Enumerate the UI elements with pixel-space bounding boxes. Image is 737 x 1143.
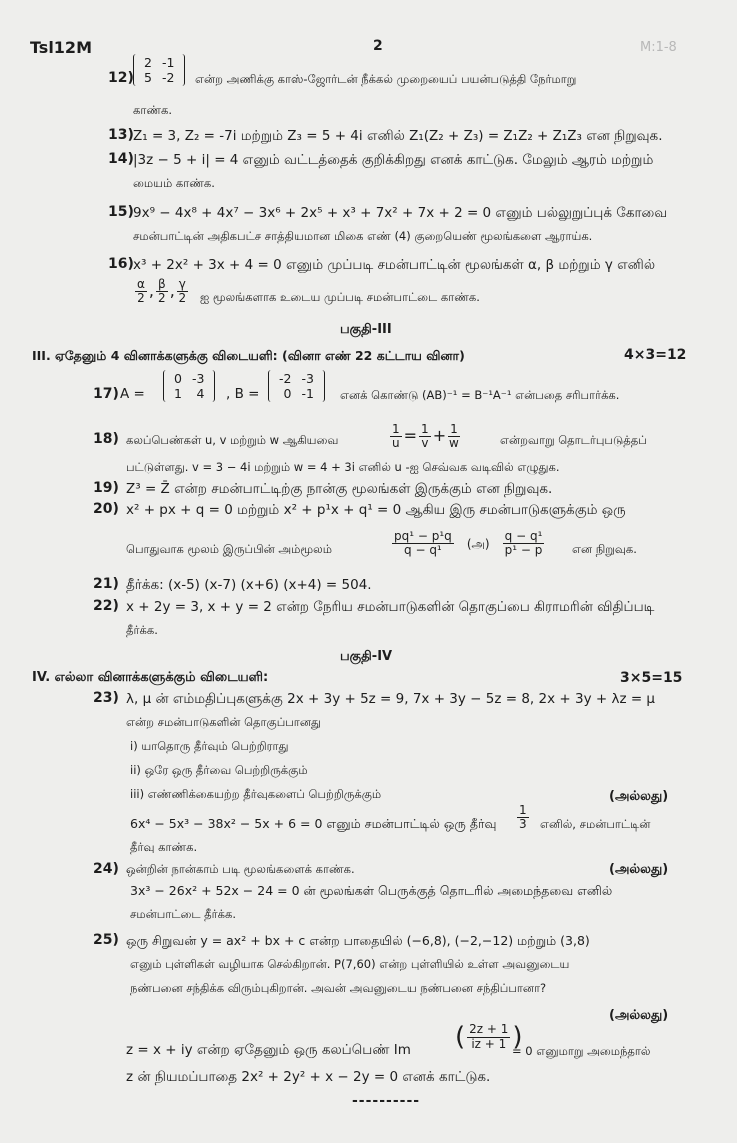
q18-tail: என்றவாறு தொடர்புபடுத்தப் xyxy=(500,433,647,447)
q25-alt3: z ன் நியமப்பாதை 2x² + 2y² + x − 2y = 0 எனக் காட்டுக. xyxy=(126,1069,491,1085)
q13-text: Z₁ = 3, Z₂ = -7i மற்றும் Z₃ = 5 + 4i எனில் Z₁(Z₂ + Z₃) = Z₁Z₂ + Z₁Z₃ என நிறுவுக. xyxy=(133,128,663,144)
part3-heading: III. ஏதேனும் 4 வினாக்களுக்கு விடையளி: (வினா எண் 22 கட்டாய வினா) xyxy=(32,348,465,363)
q18-number: 18) xyxy=(93,431,119,447)
q20-number: 20) xyxy=(93,501,119,517)
q14-number: 14) xyxy=(108,151,134,167)
q25-text: ஒரு சிறுவன் y = ax² + bx + c என்ற பாதையில் (−6,8), (−2,−12) மற்றும் (3,8) xyxy=(126,933,590,948)
q15-text: 9x⁹ − 4x⁸ + 4x⁷ − 3x⁶ + 2x⁵ + x³ + 7x² + 7x + 2 = 0 எனும் பல்லுறுப்புக் கோவை xyxy=(133,205,668,221)
q12-cont: காண்க. xyxy=(133,103,173,117)
q12-number: 12) xyxy=(108,70,134,86)
q20-tail: என நிறுவுக. xyxy=(572,542,637,556)
q22-cont: தீர்க்க. xyxy=(126,623,158,637)
q17-number: 17) xyxy=(93,386,119,402)
q23-alt: 6x⁴ − 5x³ − 38x² − 5x + 6 = 0 எனும் சமன்பாட்டில் ஒரு தீர்வு xyxy=(130,816,497,831)
paper-code: Tsl12M xyxy=(30,38,92,57)
q23-text: λ, μ ன் எம்மதிப்புகளுக்கு 2x + 3y + 5z = 9, 7x + 3y − 5z = 8, 2x + 3y + λz = μ xyxy=(126,691,656,707)
q25-or: (அல்லது) xyxy=(609,1008,669,1023)
q25-alt2: = 0 எனுமாறு அமைந்தால் xyxy=(512,1044,651,1058)
q17-matrix-b: -2 -3 0 -1 xyxy=(268,370,325,402)
q24-or: (அல்லது) xyxy=(609,862,669,877)
q18-fractions: $\frac{1}{u}$ = $\frac{1}{v}$ + $\frac{1}{w}$ xyxy=(392,422,459,451)
q19-text: Z³ = Z̄ என்ற சமன்பாட்டிற்கு நான்கு மூலங்கள் இருக்கும் என நிறுவுக. xyxy=(126,481,553,497)
page-number: 2 xyxy=(373,38,383,54)
q22-text: x + 2y = 3, x + y = 2 என்ற நேரிய சமன்பாடுகளின் தொகுப்பை கிராமரின் விதிப்படி xyxy=(126,599,655,615)
q23-fraction: $\frac{1}{3}$ xyxy=(519,803,527,832)
part4-title: பகுதி-IV xyxy=(340,649,393,664)
q23-option-ii: ii) ஒரே ஒரு தீர்வை பெற்றிருக்கும் xyxy=(130,763,308,777)
q23-or: (அல்லது) xyxy=(609,789,669,804)
q15-cont: சமன்பாட்டின் அதிகபட்ச சாத்தியமான மிகை எண் (4) குறையெண் மூலங்களை ஆராய்க. xyxy=(133,229,593,243)
q17-b: , B = xyxy=(226,386,260,402)
q25-alt: z = x + iy என்ற ஏதேனும் ஒரு கலப்பெண் Im xyxy=(126,1042,411,1058)
q20-fractions: $\frac{\text{pq¹ − p¹q}}{\text{q − q¹}}$ (அ) $\frac{\text{q − q¹}}{\text{p¹ − p}}$ xyxy=(394,529,543,558)
q16-cont: ஐ மூலங்களாக உடைய முப்படி சமன்பாட்டை காண்க. xyxy=(200,290,480,304)
q21-text: தீர்க்க: (x-5) (x-7) (x+6) (x+4) = 504. xyxy=(126,577,372,593)
q25-line2: எனும் புள்ளிகள் வழியாக செல்கிறான். P(7,60) என்ற புள்ளியில் உள்ள அவனுடைய xyxy=(130,957,570,971)
q23-option-i: i) யாதொரு தீர்வும் பெற்றிராது xyxy=(130,739,289,753)
q25-line3: நண்பனை சந்திக்க விரும்புகிறான். அவன் அவனுடைய நண்பனை சந்திப்பானா? xyxy=(130,981,547,995)
part4-heading: IV. எல்லா வினாக்களுக்கும் விடையளி: xyxy=(32,670,269,685)
part3-marks: 4×3=12 xyxy=(624,347,687,363)
q16-fractions: $\frac{\alpha}{2}$ , $\frac{\beta}{2}$ , $\frac{\gamma}{2}$ xyxy=(137,277,187,306)
q18-cont: பட்டுள்ளது. v = 3 − 4i மற்றும் w = 4 + 3i எனில் u -ஐ செவ்வக வடிவில் எழுதுக. xyxy=(126,460,560,474)
q18-text: கலப்பெண்கள் u, v மற்றும் w ஆகியவை xyxy=(126,433,339,447)
q23-cont: என்ற சமன்பாடுகளின் தொகுப்பானது xyxy=(126,715,321,729)
end-marker: ---------- xyxy=(352,1093,421,1109)
q16-text: x³ + 2x² + 3x + 4 = 0 எனும் முப்படி சமன்பாட்டின் மூலங்கள் α, β மற்றும் γ எனில் xyxy=(133,257,656,273)
q23-number: 23) xyxy=(93,690,119,706)
q20-cont: பொதுவாக மூலம் இருப்பின் அம்மூலம் xyxy=(126,542,332,556)
q25-fraction: ( $\frac{2z + 1}{iz + 1}$ ) xyxy=(455,1022,523,1052)
corner-mark: M:1-8 xyxy=(640,40,677,55)
q13-number: 13) xyxy=(108,127,134,143)
q12-text: என்ற அணிக்கு காஸ்-ஜோர்டன் நீக்கல் முறையைப் பயன்படுத்தி நேர்மாறு xyxy=(195,72,577,86)
q25-number: 25) xyxy=(93,932,119,948)
q17-a: A = xyxy=(120,386,145,402)
q21-number: 21) xyxy=(93,576,119,592)
q14-cont: மையம் காண்க. xyxy=(133,176,215,190)
q12-matrix: 2 -1 5 -2 xyxy=(133,54,185,86)
q17-text: எனக் கொண்டு (AB)⁻¹ = B⁻¹A⁻¹ என்பதை சரிபார்க்க. xyxy=(340,388,620,402)
q24-number: 24) xyxy=(93,861,119,877)
q23-option-iii: iii) எண்ணிக்கையற்ற தீர்வுகளைப் பெற்றிருக்கும் xyxy=(130,787,382,801)
q19-number: 19) xyxy=(93,480,119,496)
q23-alt2: எனில், சமன்பாட்டின் xyxy=(540,817,651,831)
q15-number: 15) xyxy=(108,204,134,220)
q14-text: |3z − 5 + i| = 4 எனும் வட்டத்தைக் குறிக்கிறது எனக் காட்டுக. மேலும் ஆரம் மற்றும் xyxy=(133,152,654,168)
q24-alt: 3x³ − 26x² + 52x − 24 = 0 ன் மூலங்கள் பெருக்குத் தொடரில் அமைந்தவை எனில் xyxy=(130,883,613,898)
q24-alt2: சமன்பாட்டை தீர்க்க. xyxy=(130,907,237,921)
q17-matrix-a: 0 -3 1 4 xyxy=(163,370,215,402)
q16-number: 16) xyxy=(108,256,134,272)
q22-number: 22) xyxy=(93,598,119,614)
q24-text: ஒன்றின் நான்காம் படி மூலங்களைக் காண்க. xyxy=(126,862,355,876)
q23-alt3: தீர்வு காண்க. xyxy=(130,840,198,854)
part4-marks: 3×5=15 xyxy=(620,670,683,686)
q20-text: x² + px + q = 0 மற்றும் x² + p¹x + q¹ = 0 ஆகிய இரு சமன்பாடுகளுக்கும் ஒரு xyxy=(126,502,626,518)
part3-title: பகுதி-III xyxy=(340,322,392,337)
